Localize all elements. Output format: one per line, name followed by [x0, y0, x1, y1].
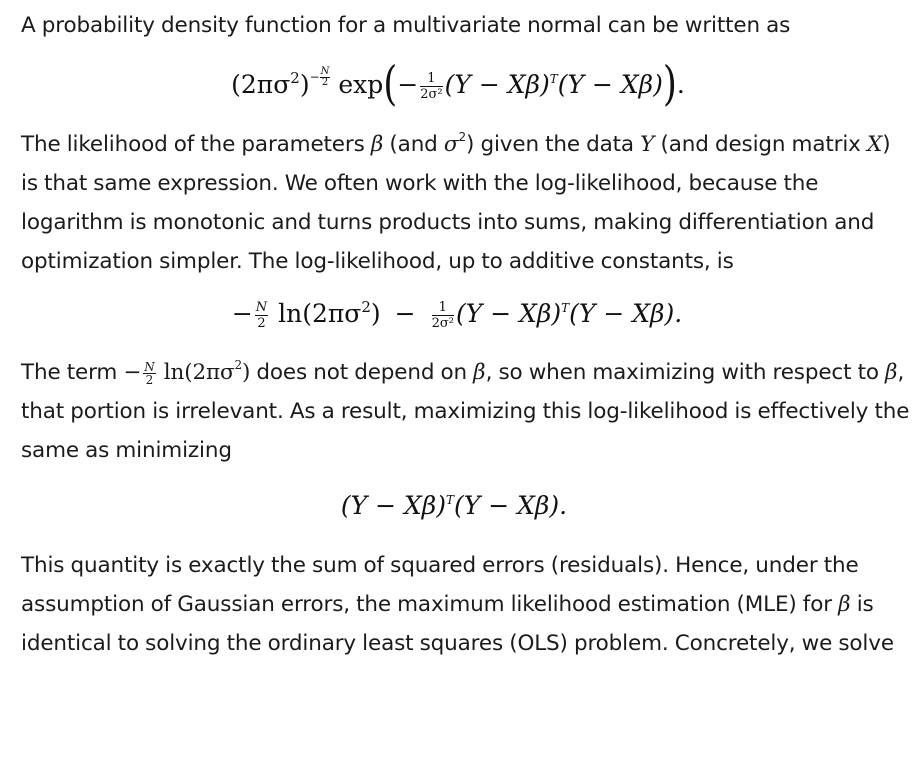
math-term-ln: ln(2πσ: [157, 360, 235, 385]
paragraph-intro: [21, 6, 913, 45]
eq2-ln-close: ): [370, 299, 381, 328]
eq1-transpose: T: [549, 72, 558, 86]
math-beta: β: [885, 360, 898, 385]
text-segment: (and: [383, 132, 444, 157]
math-beta: β: [473, 360, 486, 385]
eq1-exponent-denominator: 2: [321, 77, 329, 88]
paragraph-likelihood: [21, 125, 913, 281]
eq3-transpose: T: [446, 493, 455, 507]
math-x: X: [866, 132, 883, 157]
eq1-base-close: ): [299, 70, 310, 99]
eq2-fraction-n-denominator: 2: [257, 316, 266, 331]
text-segment: , that portion is irrelevant. As a result, maximizing this log-likelihood is effectively the same as minimizing: [21, 360, 910, 463]
eq1-exponent-minus: −: [309, 70, 320, 84]
text-segment: , so when maximizing with respect to: [485, 360, 886, 385]
eq1-exponent-fraction: [320, 67, 331, 88]
text-segment: The likelihood of the parameters: [21, 132, 371, 157]
eq2-fraction-n-numerator: N: [255, 300, 268, 315]
eq1-minus: −: [397, 70, 419, 99]
document-body: [21, 6, 913, 663]
math-sigma: σ: [443, 132, 459, 157]
eq1-fraction: [420, 72, 442, 101]
eq1-open-paren: (: [383, 57, 398, 111]
eq1-period: .: [676, 70, 685, 99]
math-term-close: ): [242, 360, 251, 385]
eq2-fraction-n: [255, 301, 268, 330]
paragraph-conclusion: [21, 546, 913, 663]
eq2-transpose: T: [561, 301, 570, 315]
eq1-exponent: [310, 67, 331, 88]
eq2-residual-left: (Y − Xβ): [455, 299, 562, 328]
intro-text: A probability density function for a multivariate normal can be written as: [21, 13, 791, 38]
text-segment: is identical to solving the ordinary least squares (OLS) problem. Concretely, we solve: [21, 592, 894, 656]
eq1-fraction-numerator: 1: [420, 72, 442, 87]
math-y: Y: [640, 132, 655, 157]
eq2-minus-2: −: [394, 299, 416, 328]
eq1-exponent-numerator: N: [320, 66, 330, 77]
eq1-residual-right: (Y − Xβ): [557, 70, 663, 99]
eq1-base-exponent: 2: [290, 69, 300, 87]
text-segment: This quantity is exactly the sum of squared errors (residuals). Hence, under the assumption of Gaussian errors, the maximum likelihood estimation (MLE) for: [21, 553, 859, 617]
eq2-ln-exponent: 2: [361, 298, 371, 316]
eq2-ln-argument: (2πσ: [302, 299, 362, 328]
math-beta: β: [838, 592, 851, 617]
eq2-minus: −: [231, 299, 253, 328]
eq2-residual-right: (Y − Xβ).: [569, 299, 683, 328]
math-term-denominator: 2: [145, 372, 154, 387]
text-segment: (and design matrix: [654, 132, 867, 157]
math-term-numerator: N: [144, 359, 155, 374]
equation-squared-errors: [0, 470, 913, 546]
eq2-ln: ln: [278, 299, 303, 328]
text-segment: ) given the data: [466, 132, 641, 157]
math-minus: −: [123, 360, 142, 385]
math-term-fraction: [143, 361, 155, 386]
eq2-fraction-sigma: [432, 301, 454, 330]
text-segment: The term: [21, 360, 124, 385]
eq1-base: (2πσ: [231, 70, 291, 99]
equation-density: [3, 45, 913, 125]
eq1-exp-function: exp: [338, 70, 384, 99]
math-term-exponent: 2: [234, 358, 242, 372]
eq3-residual-left: (Y − Xβ): [340, 491, 447, 520]
paragraph-term: [21, 353, 913, 470]
equation-log-likelihood: [1, 281, 913, 353]
eq1-fraction-denominator: 2σ²: [420, 87, 443, 102]
eq1-residual-left: (Y − Xβ): [444, 70, 550, 99]
text-segment: ) is that same expression. We often work with the log-likelihood, because the logarithm is monotonic and turns products into sums, making differentiation and optimization simpler. The log-likelihood, up to additive constants, is: [21, 132, 891, 274]
eq1-close-paren: ): [662, 57, 677, 111]
eq2-fraction-sigma-numerator: 1: [432, 301, 454, 316]
eq2-fraction-sigma-denominator: 2σ²: [431, 316, 454, 331]
math-sigma-exponent: 2: [458, 130, 467, 144]
math-beta: β: [370, 132, 384, 157]
eq3-residual-right: (Y − Xβ).: [454, 491, 568, 520]
text-segment: does not depend on: [250, 360, 474, 385]
